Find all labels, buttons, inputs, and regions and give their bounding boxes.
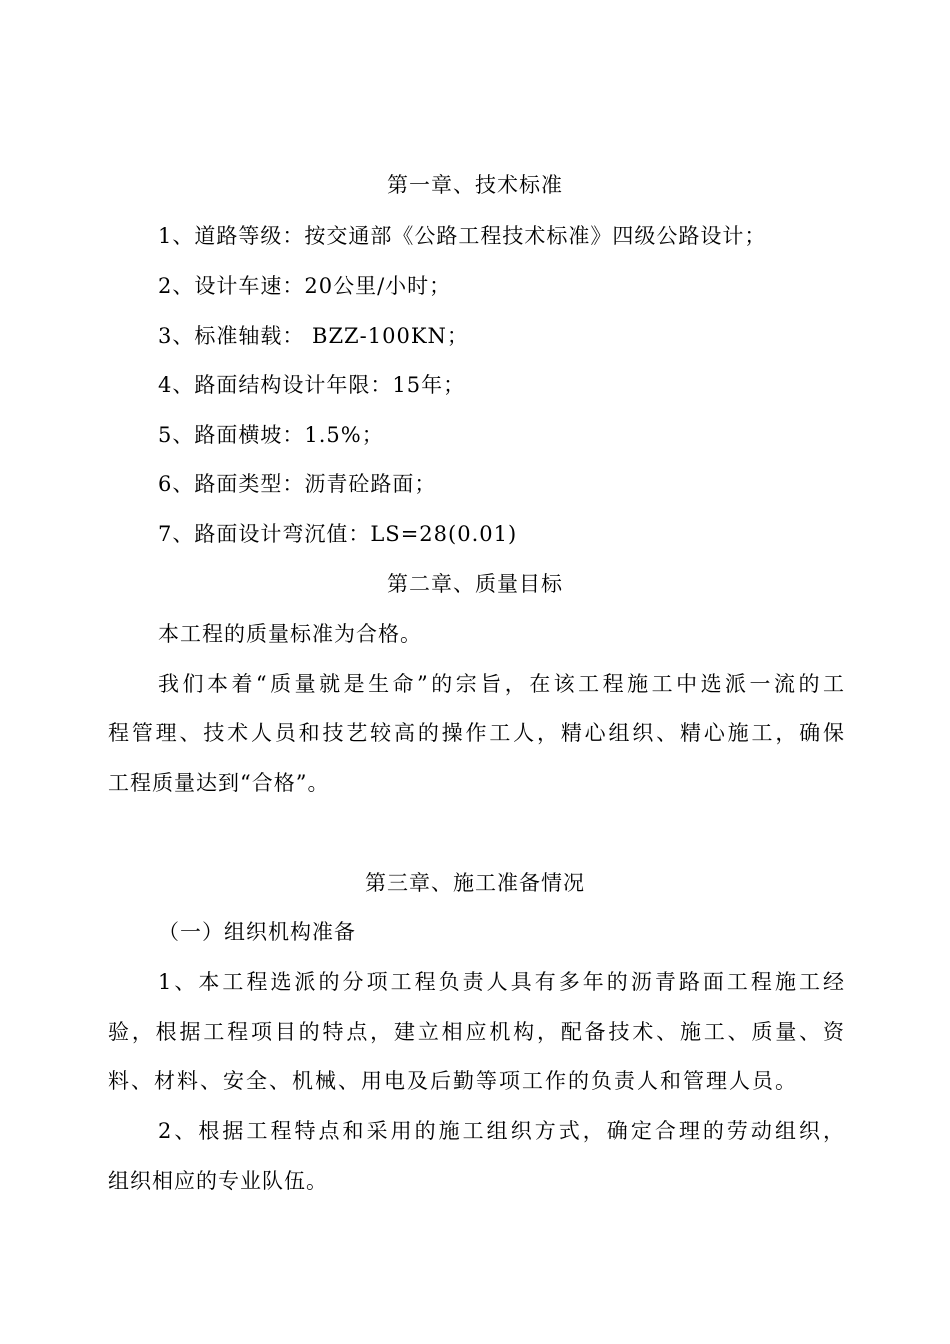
standard-item-1: 1、道路等级：按交通部《公路工程技术标准》四级公路设计； [158,224,767,248]
chapter-1-title: 第一章、技术标准 [387,173,563,197]
chapter-2-title: 第二章、质量目标 [387,572,563,596]
standard-item-5: 5、路面横坡：1.5%； [158,423,384,447]
organization-item-1-line-3: 料、材料、安全、机械、用电及后勤等项工作的负责人和管理人员。 [108,1069,798,1093]
standard-item-7: 7、路面设计弯沉值：LS=28(0.01) [158,522,518,546]
quality-commitment-line-3: 工程质量达到“合格”。 [108,771,330,795]
standard-item-6: 6、路面类型：沥青砼路面； [158,472,437,496]
quality-commitment-line-1: 我们本着“质量就是生命”的宗旨，在该工程施工中选派一流的工 [158,672,844,696]
organization-item-2-line-1: 2、根据工程特点和采用的施工组织方式，确定合理的劳动组织， [158,1119,844,1143]
organization-item-1-line-2: 验，根据工程项目的特点，建立相应机构，配备技术、施工、质量、资 [108,1020,844,1044]
organization-item-2-line-2: 组织相应的专业队伍。 [108,1169,328,1193]
standard-item-4: 4、路面结构设计年限：15年； [158,373,466,397]
standard-item-2: 2、设计车速：20公里/小时； [158,274,452,298]
standard-item-3: 3、标准轴载： BZZ-100KN； [158,324,469,348]
quality-standard-paragraph: 本工程的质量标准为合格。 [158,622,422,646]
section-organization-title: （一）组织机构准备 [158,920,356,944]
chapter-3-title: 第三章、施工准备情况 [365,871,585,895]
organization-item-1-line-1: 1、本工程选派的分项工程负责人具有多年的沥青路面工程施工经 [158,970,844,994]
quality-commitment-line-2: 程管理、技术人员和技艺较高的操作工人，精心组织、精心施工，确保 [108,721,844,745]
